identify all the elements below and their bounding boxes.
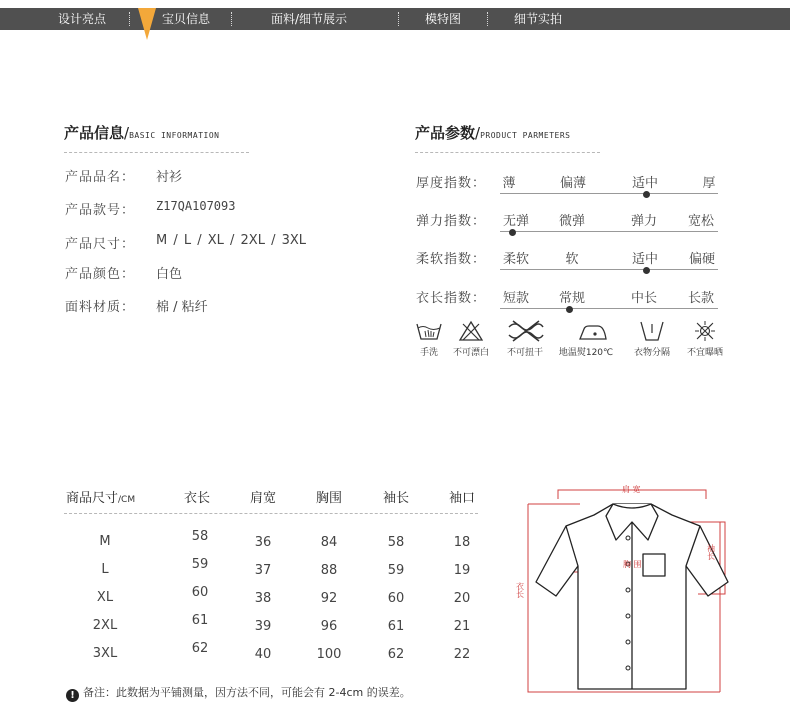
param-option: 厚 bbox=[702, 176, 716, 191]
param-label-length: 衣长指数： bbox=[416, 291, 487, 306]
size-table-heading bbox=[66, 487, 135, 506]
exclamation-icon: ! bbox=[66, 689, 79, 702]
no-sun-dry-icon bbox=[691, 319, 719, 343]
info-value-color: 白色 bbox=[156, 267, 183, 282]
col-header-chest: 胸围 bbox=[315, 491, 343, 506]
table-cell: 59 bbox=[387, 563, 405, 578]
param-scale-line bbox=[500, 193, 718, 194]
button bbox=[626, 666, 630, 670]
param-selected-dot bbox=[643, 191, 650, 198]
nav-item-fabric-details[interactable]: 面料/细节展示 bbox=[271, 12, 348, 26]
no-bleach-icon bbox=[457, 319, 485, 343]
section-nav-bar bbox=[0, 8, 790, 30]
table-cell: 62 bbox=[191, 641, 209, 656]
size-cell: 3XL bbox=[92, 646, 118, 661]
basic-info-title: 产品信息 bbox=[64, 124, 125, 142]
params-subtitle: PRODUCT PARMETERS bbox=[480, 131, 571, 140]
info-label-style-no: 产品款号： bbox=[65, 203, 136, 218]
table-cell: 36 bbox=[254, 535, 272, 550]
divider bbox=[64, 513, 478, 514]
param-option: 软 bbox=[565, 252, 579, 267]
nav-separator bbox=[231, 12, 232, 26]
table-cell: 18 bbox=[453, 535, 471, 550]
param-option: 适中 bbox=[631, 252, 659, 267]
size-table-unit: /CM bbox=[118, 495, 136, 505]
param-option: 弹力 bbox=[630, 214, 658, 229]
nav-separator bbox=[129, 12, 130, 26]
table-cell: 100 bbox=[316, 647, 342, 662]
param-option: 薄 bbox=[502, 176, 516, 191]
table-cell: 58 bbox=[191, 529, 209, 544]
nav-item-design-highlights[interactable]: 设计亮点 bbox=[58, 12, 107, 26]
nav-item-product-info[interactable]: 宝贝信息 bbox=[162, 12, 211, 26]
care-label: 手洗 bbox=[419, 348, 439, 358]
param-selected-dot bbox=[566, 306, 573, 313]
length-label: 衣长 bbox=[515, 582, 525, 598]
params-title: 产品参数 bbox=[415, 124, 476, 142]
care-label: 不可漂白 bbox=[452, 348, 490, 358]
button bbox=[626, 614, 630, 618]
shoulder-label: 肩 宽 bbox=[622, 485, 641, 494]
col-header-cuff: 袖口 bbox=[448, 491, 476, 506]
care-label: 不可扭干 bbox=[506, 348, 544, 358]
table-cell: 38 bbox=[254, 591, 272, 606]
param-option: 短款 bbox=[502, 291, 530, 306]
param-selected-dot bbox=[643, 267, 650, 274]
table-cell: 84 bbox=[320, 535, 338, 550]
table-cell: 88 bbox=[320, 563, 338, 578]
info-value-name: 衬衫 bbox=[156, 170, 183, 185]
info-label-color: 产品颜色： bbox=[65, 267, 136, 282]
care-label: 不宜曝晒 bbox=[686, 348, 724, 358]
size-cell: M bbox=[99, 534, 111, 549]
table-cell: 22 bbox=[453, 647, 471, 662]
param-selected-dot bbox=[509, 229, 516, 236]
col-header-shoulder: 肩宽 bbox=[249, 491, 277, 506]
divider bbox=[415, 152, 600, 153]
table-cell: 92 bbox=[320, 591, 338, 606]
param-label-softness: 柔软指数： bbox=[416, 252, 487, 267]
chest-label: 胸 围 bbox=[623, 560, 642, 569]
size-cell: 2XL bbox=[92, 618, 118, 633]
button bbox=[626, 588, 630, 592]
nav-item-detail-photos[interactable]: 细节实拍 bbox=[514, 12, 563, 26]
table-cell: 61 bbox=[191, 613, 209, 628]
info-label-material: 面料材质： bbox=[65, 300, 136, 315]
button bbox=[626, 640, 630, 644]
low-iron-icon bbox=[576, 319, 610, 343]
active-nav-marker bbox=[138, 8, 156, 40]
table-cell: 61 bbox=[387, 619, 405, 634]
shirt-measurement-diagram bbox=[515, 482, 745, 695]
param-option: 无弹 bbox=[502, 214, 530, 229]
param-label-elasticity: 弹力指数： bbox=[416, 214, 487, 229]
care-label: 地温熨120℃ bbox=[558, 348, 614, 358]
nav-item-model-photos[interactable]: 模特图 bbox=[425, 12, 462, 26]
sleeve-label: 袖长 bbox=[706, 544, 716, 560]
top-decorative-border bbox=[0, 0, 790, 8]
table-cell: 19 bbox=[453, 563, 471, 578]
size-cell: XL bbox=[96, 590, 114, 605]
param-option: 宽松 bbox=[687, 214, 715, 229]
note-text: 备注：此数据为平铺测量，因方法不同，可能会有 2-4cm 的误差。 bbox=[83, 686, 411, 699]
param-option: 长款 bbox=[687, 291, 715, 306]
params-heading: 产品参数/PRODUCT PARMETERS bbox=[415, 124, 571, 142]
info-value-material: 棉 / 粘纤 bbox=[156, 300, 208, 315]
basic-info-subtitle: BASIC INFORMATION bbox=[129, 131, 220, 140]
nav-separator bbox=[487, 12, 488, 26]
table-cell: 37 bbox=[254, 563, 272, 578]
basic-info-heading: 产品信息/BASIC INFORMATION bbox=[64, 124, 220, 142]
table-cell: 20 bbox=[453, 591, 471, 606]
table-cell: 96 bbox=[320, 619, 338, 634]
table-cell: 62 bbox=[387, 647, 405, 662]
param-label-thickness: 厚度指数： bbox=[416, 176, 487, 191]
size-cell: L bbox=[101, 562, 109, 577]
info-label-sizes: 产品尺寸： bbox=[65, 237, 136, 252]
param-option: 常规 bbox=[558, 291, 586, 306]
separate-wash-icon bbox=[638, 319, 666, 343]
param-scale-line bbox=[500, 269, 718, 270]
param-scale-line bbox=[500, 231, 718, 232]
param-option: 柔软 bbox=[502, 252, 530, 267]
param-option: 适中 bbox=[631, 176, 659, 191]
table-cell: 40 bbox=[254, 647, 272, 662]
button bbox=[626, 536, 630, 540]
table-cell: 58 bbox=[387, 535, 405, 550]
table-cell: 60 bbox=[387, 591, 405, 606]
measurement-note bbox=[66, 684, 411, 702]
care-label: 衣物分隔 bbox=[633, 348, 671, 358]
info-value-style-no: Z17QA107093 bbox=[156, 199, 236, 213]
param-option: 中长 bbox=[630, 291, 658, 306]
info-label-name: 产品品名： bbox=[65, 170, 136, 185]
table-cell: 21 bbox=[453, 619, 471, 634]
param-option: 微弹 bbox=[558, 214, 586, 229]
nav-separator bbox=[398, 12, 399, 26]
col-header-length: 衣长 bbox=[183, 491, 211, 506]
table-cell: 59 bbox=[191, 557, 209, 572]
param-scale-line bbox=[500, 308, 718, 309]
table-cell: 39 bbox=[254, 619, 272, 634]
param-option: 偏硬 bbox=[688, 252, 716, 267]
param-option: 偏薄 bbox=[559, 176, 587, 191]
col-header-sleeve: 袖长 bbox=[382, 491, 410, 506]
no-wring-icon bbox=[503, 319, 547, 343]
info-value-sizes: M / L / XL / 2XL / 3XL bbox=[156, 233, 307, 248]
divider bbox=[64, 152, 249, 153]
table-cell: 60 bbox=[191, 585, 209, 600]
size-table-title: 商品尺寸 bbox=[66, 491, 119, 506]
hand-wash-icon bbox=[415, 319, 443, 343]
